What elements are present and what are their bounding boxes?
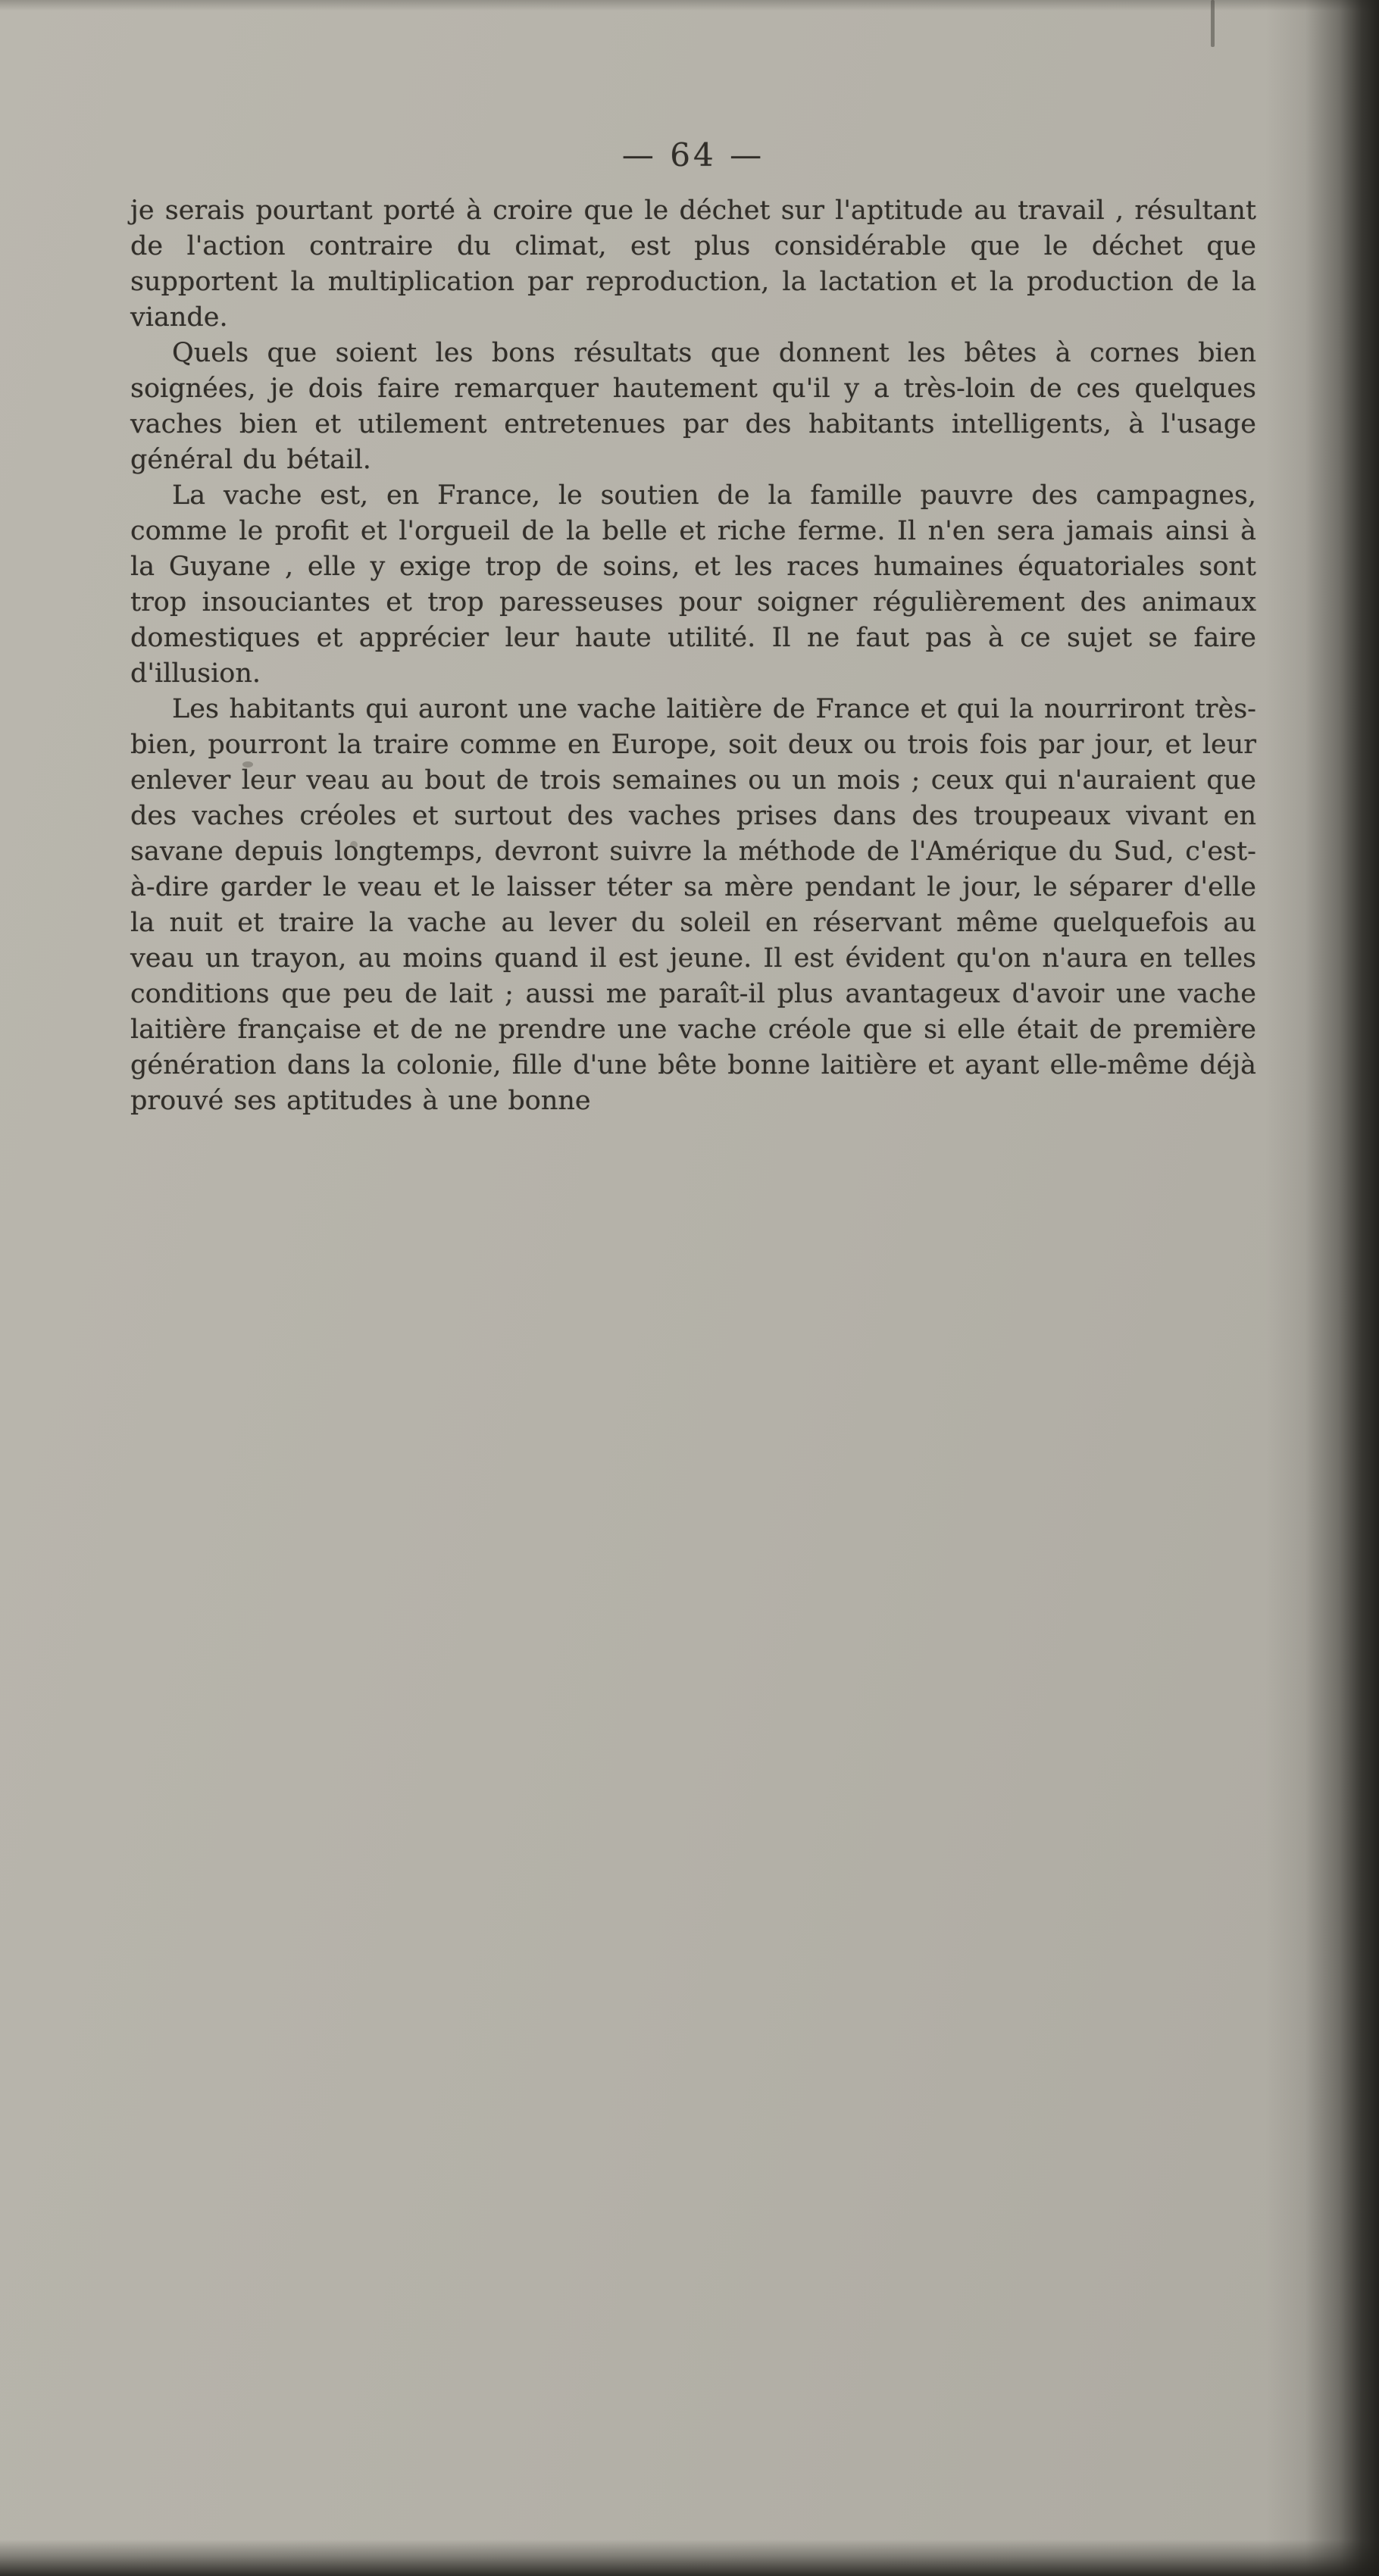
- scan-artifact: [1211, 0, 1215, 47]
- page-number: — 64 —: [621, 136, 765, 174]
- paragraph: Quels que soient les bons résultats que donnent les bêtes à cornes bien soignées, je dois faire remarquer hautement qu'il y a très-loin de ces quelques vaches bien et utilement entretenues par des habitants intelligents, à l'usage général du bétail.: [130, 338, 1256, 475]
- paragraph: La vache est, en France, le soutien de la famille pauvre des campagnes, comme le profit et l'orgueil de la belle et riche ferme. Il n'en sera jamais ainsi à la Guyane , elle y exige trop de soins, et les races humaines équatoriales sont trop insouciantes et trop paresseuses pour soigner régulièrement des animaux domestiques et apprécier leur haute utilité. Il ne faut pas à ce sujet se faire d'illusion.: [130, 480, 1256, 689]
- text-block: [130, 136, 1256, 1119]
- scan-edge-top: [0, 0, 1379, 11]
- paragraph: je serais pourtant porté à croire que le déchet sur l'aptitude au travail , résultant de l'action contraire du climat, est plus considérable que le déchet que supportent la multiplication par reproduction, la lactation et la production de la viande.: [130, 195, 1256, 333]
- paragraph: Les habitants qui auront une vache laitière de France et qui la nourriront très-bien, pourront la traire comme en Europe, soit deux ou trois fois par jour, et leur enlever leur veau au bout de trois semaines ou un mois ; ceux qui n'auraient que des vaches créoles et surtout des vaches prises dans des troupeaux vivant en savane depuis longtemps, devront suivre la méthode de l'Amérique du Sud, c'est-à-dire garder le veau et le laisser téter sa mère pendant le jour, le séparer d'elle la nuit et traire la vache au lever du soleil en réservant même quelquefois au veau un trayon, au moins quand il est jeune. Il est évident qu'on n'aura en telles conditions que peu de lait ; aussi me paraît-il plus avantageux d'avoir une vache laitière française et de ne prendre une vache créole que si elle était de première génération dans la colonie, fille d'une bête bonne laitière et ayant elle-même déjà prouvé ses aptitudes à une bonne: [130, 694, 1256, 1116]
- book-edge-shadow-right: [1265, 0, 1379, 2576]
- scan-edge-bottom: [0, 2540, 1379, 2576]
